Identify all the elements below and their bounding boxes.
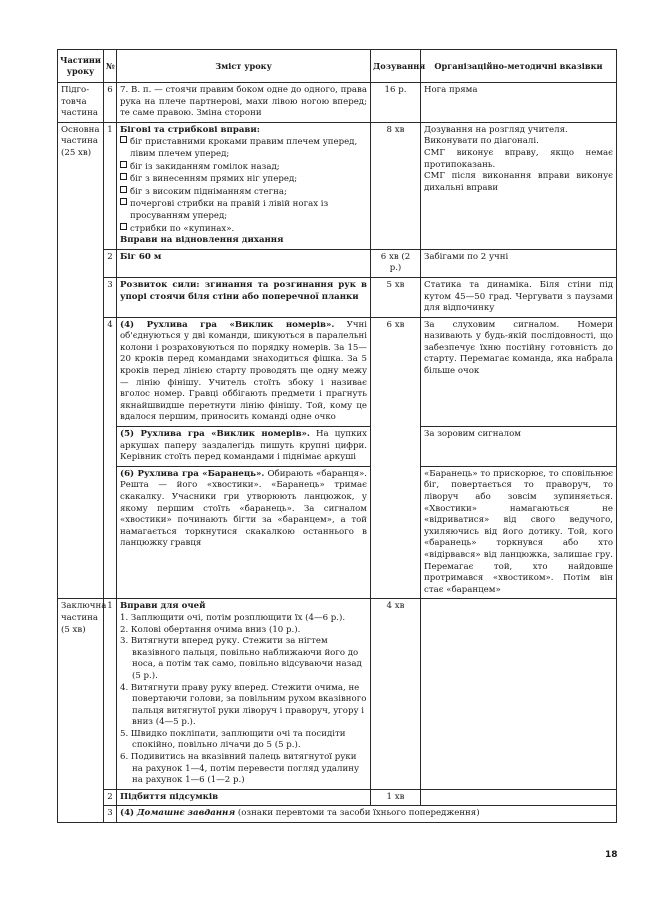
row-dose: 1 хв (371, 789, 421, 806)
list-item: 2. Колові обертання очима вниз (10 р.). (120, 624, 301, 635)
list-item: почергові стрибки на правій і лівій ногах із просуванням уперед; (120, 198, 367, 222)
row-notes: Нога пряма (421, 83, 617, 123)
table-row (58, 83, 617, 123)
row-notes: Статика та динаміка. Біля стіни під кутом 45—50 град. Чергувати з паузами для відпочинку (421, 277, 617, 317)
game-2-content: (5) Рухлива гра «Виклик номерів». На цупких аркушах паперу заздалегідь пишуть крупні цифри. Керівник стоїть перед командами і піднімає аркуші (117, 427, 371, 467)
header-part: Частини уроку (58, 50, 104, 83)
table-row (58, 789, 617, 806)
page-number: 18 (605, 850, 618, 860)
checkbox-icon (120, 186, 127, 193)
list-item: 4. Витягнути праву руку вперед. Стежити очима, не повертаючи голови, за повільним рухом вказівного пальця витягнутої руки ліворуч і праворуч, угору і вниз (4—5 р.). (120, 682, 367, 728)
checkbox-icon (120, 136, 127, 143)
row-content: Підбиття підсумків (117, 789, 371, 806)
list-item: 5. Швидко покліпати, заплющити очі та посидіти спокійно, повільно лічачи до 5 (5 р.). (120, 728, 346, 751)
table-row (58, 466, 617, 599)
row-content: (4) Домашнє завдання (ознаки перевтоми та засоби їхнього попередження) (117, 806, 617, 823)
exercise-title: Бігові та стрибкові вправи: (120, 124, 260, 135)
row-notes: Дозування на розгляд учителя. Виконувати по діагоналі. СМГ виконує вправу, якщо немає протипоказань. СМГ після виконання вправи виконує дихальні вправи (421, 122, 617, 249)
row-content: Розвиток сили: згинання та розгинання рук в упорі стоячи біля стіни або поперечної планки (117, 277, 371, 317)
header-dose: Дозування (371, 50, 421, 83)
row-content (117, 122, 371, 249)
row-number: 1 (104, 122, 117, 249)
table-row (58, 249, 617, 277)
row-notes (421, 789, 617, 806)
game-1-notes: За слуховим сигналом. Номери називають у будь-якій послідовності, що забезпечує їхню постійну готовність до старту. Перемагає команда, яка набрала більше очок (421, 317, 617, 426)
row-number: 4 (104, 317, 117, 599)
list-item: біг приставними кроками правим плечем уперед, лівим плечем уперед; (120, 136, 367, 160)
table-row (58, 806, 617, 823)
header-notes: Організаційно-методичні вказівки (421, 50, 617, 83)
row-content (117, 599, 371, 790)
lesson-plan-table (57, 49, 617, 823)
header-no: № (104, 50, 117, 83)
row-dose: 16 р. (371, 83, 421, 123)
game-3-notes: «Баранець» то прискорює, то сповільнює біг, повертається то праворуч, то ліворуч або зовсім зупиняється. «Хвостики» намагаються не «відриватися» від свого ведучого, ухиляючись від його дотику. Той, кого «баранець» торкнувся або хто «відірвався» від ланцюжка, залишає гру. Перемагає той, хто найдовше протримався «хвостиком». Потім він стає «баранцем» (421, 466, 617, 599)
row-notes: Забігами по 2 учні (421, 249, 617, 277)
row-number: 2 (104, 249, 117, 277)
exercise-title: Вправи для очей (120, 601, 206, 612)
table-row (58, 599, 617, 790)
row-content: Біг 60 м (117, 249, 371, 277)
checkbox-icon (120, 173, 127, 180)
exercise-footer: Вправи на відновлення дихання (120, 235, 284, 246)
table-row (58, 122, 617, 249)
row-dose: 6 хв (2 р.) (371, 249, 421, 277)
row-number: 2 (104, 789, 117, 806)
row-content: 7. В. п. — стоячи правим боком одне до одного, права рука на плече партнерові, махи лівою ногою вперед; те саме правою. Зміна сторони (117, 83, 371, 123)
checkbox-icon (120, 161, 127, 168)
table-row (58, 427, 617, 467)
row-dose: 4 хв (371, 599, 421, 790)
part-prep: Підго-товча частина (58, 83, 104, 123)
header-content: Зміст уроку (117, 50, 371, 83)
row-dose: 6 хв (371, 317, 421, 599)
table-row (58, 317, 617, 426)
row-notes (421, 599, 617, 790)
game-1-content: (4) Рухлива гра «Виклик номерів». Учні об'єднуються у дві команди, шикуються в паралельні колони і розраховуються по порядку номерів. За 15—20 кроків перед командами знаходиться фішка. За 5 кроків перед лінією старту проводять ще одну межу — лінію фінішу. Учитель стоїть збоку і називає вголос номер. Гравці оббігають предмети і прагнуть якнайшвидше перетнути лінію фінішу. Той, кому це вдалося першим, приносить команді одне очко (117, 317, 371, 426)
table-header-row (58, 50, 617, 83)
row-number: 3 (104, 806, 117, 823)
game-3-content: (6) Рухлива гра «Баранець». Обирають «баранця». Решта — його «хвостики». «Баранець» тримає скакалку. Учасники гри утворюють ланцюжок, у якому першим стоїть «баранець». За сигналом «хвостики» починають бігти за «баранцем», а той намагається торкнутися скакалкою останнього в ланцюжку гравця (117, 466, 371, 599)
table-row (58, 277, 617, 317)
list-item: 1. Заплющити очі, потім розплющити їх (4—6 р.). (120, 612, 346, 623)
row-dose: 5 хв (371, 277, 421, 317)
checkbox-icon (120, 223, 127, 230)
list-item: 3. Витягнути вперед руку. Стежити за нігтем вказівного пальця, повільно наближаючи його до носа, а потім так само, повільно відсуваючи назад (5 р.). (120, 636, 362, 681)
list-item: стрибки по «купинах». (120, 223, 367, 236)
part-main: Основна частина (25 хв) (58, 122, 104, 599)
game-2-notes: За зоровим сигналом (421, 427, 617, 467)
part-final: Заключна частина (5 хв) (58, 599, 104, 823)
row-dose: 8 хв (371, 122, 421, 249)
list-item: 6. Подивитись на вказівний палець витягнутої руки на рахунок 1—4, потім перевести погляд удалину на рахунок 1—6 (1—2 р.) (120, 752, 360, 786)
row-number: 1 (104, 599, 117, 790)
checkbox-icon (120, 198, 127, 205)
row-number: 3 (104, 277, 117, 317)
list-item: біг з високим підніманням стегна; (120, 186, 367, 199)
list-item: біг з винесенням прямих ніг уперед; (120, 173, 367, 186)
row-number: 6 (104, 83, 117, 123)
list-item: біг із закиданням гомілок назад; (120, 161, 367, 174)
